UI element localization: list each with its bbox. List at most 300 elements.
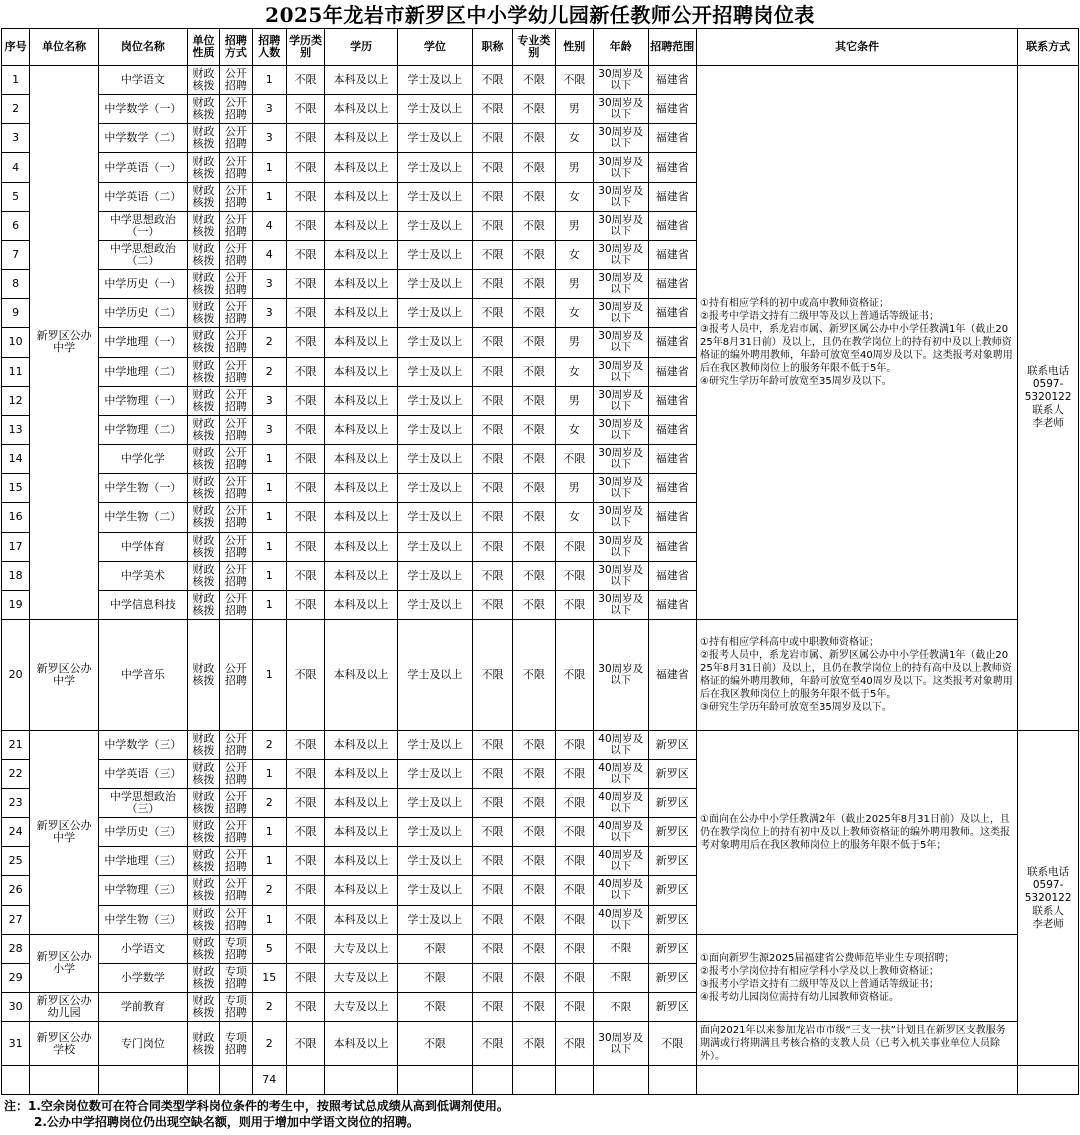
count-cell: 3 [252, 386, 286, 415]
method-cell: 公开招聘 [220, 532, 252, 561]
scope-cell: 福建省 [648, 240, 696, 269]
gender-cell: 不限 [555, 759, 593, 788]
empty-cell [1018, 1066, 1079, 1095]
age-cell: 30周岁及以下 [593, 124, 648, 153]
post-cell: 中学音乐 [98, 619, 187, 730]
education-cell: 本科及以上 [325, 445, 398, 474]
nature-cell: 财政核拨 [187, 934, 219, 963]
method-cell: 公开招聘 [220, 905, 252, 934]
major-cell: 不限 [513, 788, 555, 817]
degree-cell: 学士及以上 [398, 240, 473, 269]
conditions-cell [697, 66, 1018, 620]
count-cell: 1 [252, 153, 286, 182]
post-cell: 中学地理（一） [98, 328, 187, 357]
edu-type-cell: 不限 [286, 386, 324, 415]
title-cell: 不限 [472, 590, 512, 619]
age-cell: 40周岁及以下 [593, 905, 648, 934]
edu-type-cell: 不限 [286, 905, 324, 934]
recruitment-table [1, 28, 1079, 1095]
contact-line: 0597- [1032, 378, 1064, 391]
scope-cell: 福建省 [648, 357, 696, 386]
post-cell: 中学英语（一） [98, 153, 187, 182]
count-cell: 1 [252, 503, 286, 532]
post-cell: 中学生物（二） [98, 503, 187, 532]
title-cell: 不限 [472, 415, 512, 444]
nature-cell: 财政核拨 [187, 590, 219, 619]
nature-cell: 财政核拨 [187, 963, 219, 992]
post-cell: 中学地理（三） [98, 847, 187, 876]
header-row [2, 29, 1079, 66]
post-cell: 小学语文 [98, 934, 187, 963]
count-cell: 5 [252, 934, 286, 963]
header-cell: 岗位名称 [98, 29, 187, 66]
condition-line: ④报考幼儿园岗位需持有幼儿园教师资格证。 [700, 991, 899, 1003]
degree-cell: 学士及以上 [398, 153, 473, 182]
degree-cell: 不限 [398, 963, 473, 992]
edu-type-cell: 不限 [286, 153, 324, 182]
gender-cell: 不限 [555, 847, 593, 876]
contact-line: 李老师 [1032, 417, 1064, 430]
title-cell: 不限 [472, 993, 512, 1022]
edu-type-cell: 不限 [286, 182, 324, 211]
age-cell: 30周岁及以下 [593, 415, 648, 444]
education-cell: 本科及以上 [325, 270, 398, 299]
post-cell: 中学物理（三） [98, 876, 187, 905]
title-cell: 不限 [472, 619, 512, 730]
header-cell: 单位性质 [187, 29, 219, 66]
header-cell: 专业类别 [513, 29, 555, 66]
education-cell: 本科及以上 [325, 299, 398, 328]
scope-cell: 福建省 [648, 445, 696, 474]
gender-cell: 男 [555, 270, 593, 299]
age-cell: 30周岁及以下 [593, 66, 648, 95]
seq-cell: 13 [2, 415, 30, 444]
seq-cell: 18 [2, 561, 30, 590]
nature-cell: 财政核拨 [187, 847, 219, 876]
table-row [2, 730, 1079, 759]
header-cell: 年龄 [593, 29, 648, 66]
age-cell: 不限 [593, 963, 648, 992]
scope-cell: 福建省 [648, 415, 696, 444]
scope-cell: 福建省 [648, 328, 696, 357]
seq-cell: 4 [2, 153, 30, 182]
condition-line: 面向2021年以来参加龙岩市市级“三支一扶”计划且在新罗区支教服务期满或行将期满且考核合格的支教人员（已考入机关事业单位人员除外）。 [700, 1025, 1006, 1063]
major-cell: 不限 [513, 818, 555, 847]
scope-cell: 福建省 [648, 619, 696, 730]
edu-type-cell: 不限 [286, 847, 324, 876]
gender-cell: 女 [555, 182, 593, 211]
gender-cell: 不限 [555, 934, 593, 963]
header-cell: 学历 [325, 29, 398, 66]
age-cell: 30周岁及以下 [593, 503, 648, 532]
edu-type-cell: 不限 [286, 240, 324, 269]
header-cell: 学位 [398, 29, 473, 66]
contact-line: 5320122 [1024, 391, 1072, 404]
count-cell: 2 [252, 993, 286, 1022]
gender-cell: 男 [555, 328, 593, 357]
major-cell: 不限 [513, 270, 555, 299]
post-cell: 中学物理（二） [98, 415, 187, 444]
empty-cell [472, 1066, 512, 1095]
degree-cell: 学士及以上 [398, 124, 473, 153]
count-cell: 4 [252, 240, 286, 269]
scope-cell: 福建省 [648, 590, 696, 619]
count-cell: 1 [252, 474, 286, 503]
contact-cell [1018, 66, 1079, 731]
empty-cell [398, 1066, 473, 1095]
post-cell: 中学历史（一） [98, 270, 187, 299]
seq-cell: 8 [2, 270, 30, 299]
method-cell: 公开招聘 [220, 847, 252, 876]
age-cell: 不限 [593, 934, 648, 963]
method-cell: 公开招聘 [220, 299, 252, 328]
age-cell: 30周岁及以下 [593, 474, 648, 503]
title-cell: 不限 [472, 270, 512, 299]
post-cell: 中学数学（三） [98, 730, 187, 759]
edu-type-cell: 不限 [286, 619, 324, 730]
gender-cell: 不限 [555, 590, 593, 619]
scope-cell: 新罗区 [648, 847, 696, 876]
count-cell: 1 [252, 182, 286, 211]
nature-cell: 财政核拨 [187, 619, 219, 730]
condition-line: ②报考小学岗位持有相应学科小学及以上教师资格证； [700, 965, 939, 977]
method-cell: 公开招聘 [220, 328, 252, 357]
major-cell: 不限 [513, 211, 555, 240]
age-cell: 40周岁及以下 [593, 847, 648, 876]
age-cell: 30周岁及以下 [593, 386, 648, 415]
nature-cell: 财政核拨 [187, 270, 219, 299]
scope-cell: 新罗区 [648, 788, 696, 817]
conditions-cell [697, 730, 1018, 934]
count-cell: 2 [252, 328, 286, 357]
seq-cell: 24 [2, 818, 30, 847]
nature-cell: 财政核拨 [187, 415, 219, 444]
degree-cell: 学士及以上 [398, 95, 473, 124]
method-cell: 公开招聘 [220, 415, 252, 444]
education-cell: 本科及以上 [325, 561, 398, 590]
age-cell: 30周岁及以下 [593, 299, 648, 328]
major-cell: 不限 [513, 415, 555, 444]
scope-cell: 新罗区 [648, 934, 696, 963]
title-cell: 不限 [472, 963, 512, 992]
title-cell: 不限 [472, 474, 512, 503]
seq-cell: 7 [2, 240, 30, 269]
gender-cell: 不限 [555, 532, 593, 561]
education-cell: 本科及以上 [325, 153, 398, 182]
gender-cell: 不限 [555, 788, 593, 817]
count-cell: 1 [252, 818, 286, 847]
post-cell: 中学生物（一） [98, 474, 187, 503]
method-cell: 专项招聘 [220, 993, 252, 1022]
gender-cell: 男 [555, 211, 593, 240]
post-cell: 中学地理（二） [98, 357, 187, 386]
gender-cell: 不限 [555, 730, 593, 759]
education-cell: 本科及以上 [325, 730, 398, 759]
empty-cell [2, 1066, 30, 1095]
count-cell: 1 [252, 66, 286, 95]
major-cell: 不限 [513, 590, 555, 619]
title-cell: 不限 [472, 240, 512, 269]
age-cell: 30周岁及以下 [593, 1022, 648, 1066]
total-row [2, 1066, 1079, 1095]
education-cell: 本科及以上 [325, 532, 398, 561]
scope-cell: 福建省 [648, 66, 696, 95]
method-cell: 公开招聘 [220, 357, 252, 386]
gender-cell: 不限 [555, 905, 593, 934]
count-cell: 3 [252, 270, 286, 299]
major-cell: 不限 [513, 386, 555, 415]
edu-type-cell: 不限 [286, 211, 324, 240]
method-cell: 公开招聘 [220, 386, 252, 415]
scope-cell: 福建省 [648, 299, 696, 328]
page-title: 2025年龙岩市新罗区中小学幼儿园新任教师公开招聘岗位表 [265, 3, 815, 27]
post-cell: 中学思想政治（一） [98, 211, 187, 240]
age-cell: 40周岁及以下 [593, 876, 648, 905]
major-cell: 不限 [513, 619, 555, 730]
degree-cell: 学士及以上 [398, 876, 473, 905]
degree-cell: 学士及以上 [398, 847, 473, 876]
major-cell: 不限 [513, 66, 555, 95]
scope-cell: 新罗区 [648, 818, 696, 847]
scope-cell: 福建省 [648, 474, 696, 503]
title-cell: 不限 [472, 328, 512, 357]
title-cell: 不限 [472, 124, 512, 153]
major-cell: 不限 [513, 357, 555, 386]
count-cell: 15 [252, 963, 286, 992]
header-cell: 其它条件 [697, 29, 1018, 66]
gender-cell: 女 [555, 240, 593, 269]
table-row [2, 934, 1079, 963]
table-row [2, 66, 1079, 95]
post-cell: 中学物理（一） [98, 386, 187, 415]
gender-cell: 男 [555, 386, 593, 415]
degree-cell: 学士及以上 [398, 503, 473, 532]
degree-cell: 不限 [398, 934, 473, 963]
scope-cell: 福建省 [648, 95, 696, 124]
major-cell: 不限 [513, 934, 555, 963]
age-cell: 30周岁及以下 [593, 561, 648, 590]
scope-cell: 新罗区 [648, 905, 696, 934]
title-cell: 不限 [472, 905, 512, 934]
empty-cell [648, 1066, 696, 1095]
nature-cell: 财政核拨 [187, 905, 219, 934]
edu-type-cell: 不限 [286, 730, 324, 759]
empty-cell [187, 1066, 219, 1095]
age-cell: 30周岁及以下 [593, 153, 648, 182]
unit-cell: 新罗区公办小学 [30, 934, 99, 992]
age-cell: 40周岁及以下 [593, 818, 648, 847]
empty-cell [30, 1066, 99, 1095]
condition-line: ④研究生学历年龄可放宽至35周岁及以下。 [700, 375, 892, 387]
degree-cell: 不限 [398, 1022, 473, 1066]
education-cell: 本科及以上 [325, 124, 398, 153]
method-cell: 公开招聘 [220, 818, 252, 847]
header-cell: 性别 [555, 29, 593, 66]
method-cell: 公开招聘 [220, 124, 252, 153]
nature-cell: 财政核拨 [187, 532, 219, 561]
post-cell: 中学英语（三） [98, 759, 187, 788]
count-cell: 2 [252, 876, 286, 905]
title-cell: 不限 [472, 503, 512, 532]
post-cell: 中学体育 [98, 532, 187, 561]
scope-cell: 不限 [648, 1022, 696, 1066]
count-cell: 3 [252, 124, 286, 153]
degree-cell: 学士及以上 [398, 182, 473, 211]
education-cell: 本科及以上 [325, 818, 398, 847]
title-cell: 不限 [472, 95, 512, 124]
total-count-cell: 74 [252, 1066, 286, 1095]
contact-line: 李老师 [1032, 917, 1064, 930]
seq-cell: 21 [2, 730, 30, 759]
method-cell: 公开招聘 [220, 503, 252, 532]
header-cell: 单位名称 [30, 29, 99, 66]
gender-cell: 不限 [555, 561, 593, 590]
count-cell: 2 [252, 1022, 286, 1066]
seq-cell: 30 [2, 993, 30, 1022]
nature-cell: 财政核拨 [187, 95, 219, 124]
count-cell: 3 [252, 95, 286, 124]
edu-type-cell: 不限 [286, 963, 324, 992]
edu-type-cell: 不限 [286, 445, 324, 474]
scope-cell: 福建省 [648, 211, 696, 240]
condition-line: ②报考中学语文持有二级甲等及以上普通话等级证书； [700, 310, 939, 322]
method-cell: 专项招聘 [220, 934, 252, 963]
seq-cell: 28 [2, 934, 30, 963]
title-cell: 不限 [472, 1022, 512, 1066]
condition-line: ③报考人员中，系龙岩市属、新罗区属公办中小学任教满1年（截止2025年8月31日前）及以上，且仍在教学岗位上的持有初中及以上教师资格证的编外聘用教师，年龄可放宽至40周岁及以下。这类报考对象聘用后在我区教师岗位上的服务年限不低于5年。 [700, 323, 1013, 374]
age-cell: 30周岁及以下 [593, 240, 648, 269]
degree-cell: 学士及以上 [398, 905, 473, 934]
major-cell: 不限 [513, 730, 555, 759]
seq-cell: 27 [2, 905, 30, 934]
gender-cell: 不限 [555, 818, 593, 847]
seq-cell: 17 [2, 532, 30, 561]
title-cell: 不限 [472, 299, 512, 328]
count-cell: 1 [252, 445, 286, 474]
edu-type-cell: 不限 [286, 993, 324, 1022]
education-cell: 本科及以上 [325, 590, 398, 619]
post-cell: 中学语文 [98, 66, 187, 95]
method-cell: 公开招聘 [220, 730, 252, 759]
post-cell: 中学化学 [98, 445, 187, 474]
education-cell: 本科及以上 [325, 95, 398, 124]
table-body [2, 66, 1079, 1095]
post-cell: 中学生物（三） [98, 905, 187, 934]
nature-cell: 财政核拨 [187, 153, 219, 182]
major-cell: 不限 [513, 445, 555, 474]
education-cell: 本科及以上 [325, 1022, 398, 1066]
education-cell: 本科及以上 [325, 357, 398, 386]
education-cell: 本科及以上 [325, 503, 398, 532]
method-cell: 公开招聘 [220, 445, 252, 474]
edu-type-cell: 不限 [286, 532, 324, 561]
footnotes [4, 1098, 1076, 1130]
degree-cell: 学士及以上 [398, 415, 473, 444]
gender-cell: 男 [555, 474, 593, 503]
education-cell: 大专及以上 [325, 993, 398, 1022]
degree-cell: 学士及以上 [398, 759, 473, 788]
age-cell: 30周岁及以下 [593, 328, 648, 357]
count-cell: 1 [252, 619, 286, 730]
condition-line: ①持有相应学科高中或中职教师资格证； [700, 636, 879, 648]
major-cell: 不限 [513, 240, 555, 269]
age-cell: 30周岁及以下 [593, 357, 648, 386]
post-cell: 中学美术 [98, 561, 187, 590]
age-cell: 30周岁及以下 [593, 590, 648, 619]
title-cell: 不限 [472, 818, 512, 847]
degree-cell: 学士及以上 [398, 474, 473, 503]
seq-cell: 10 [2, 328, 30, 357]
method-cell: 公开招聘 [220, 270, 252, 299]
edu-type-cell: 不限 [286, 66, 324, 95]
method-cell: 公开招聘 [220, 153, 252, 182]
empty-cell [555, 1066, 593, 1095]
gender-cell: 不限 [555, 993, 593, 1022]
education-cell: 本科及以上 [325, 759, 398, 788]
nature-cell: 财政核拨 [187, 1022, 219, 1066]
condition-line: ③研究生学历年龄可放宽至35周岁及以下。 [700, 701, 892, 713]
post-cell: 专门岗位 [98, 1022, 187, 1066]
edu-type-cell: 不限 [286, 474, 324, 503]
title-cell: 不限 [472, 357, 512, 386]
education-cell: 本科及以上 [325, 847, 398, 876]
method-cell: 公开招聘 [220, 788, 252, 817]
empty-cell [513, 1066, 555, 1095]
nature-cell: 财政核拨 [187, 328, 219, 357]
major-cell: 不限 [513, 328, 555, 357]
scope-cell: 新罗区 [648, 730, 696, 759]
unit-cell: 新罗区公办中学 [30, 730, 99, 934]
seq-cell: 16 [2, 503, 30, 532]
title-cell: 不限 [472, 182, 512, 211]
title-cell: 不限 [472, 153, 512, 182]
age-cell: 30周岁及以下 [593, 445, 648, 474]
edu-type-cell: 不限 [286, 1022, 324, 1066]
degree-cell: 学士及以上 [398, 66, 473, 95]
degree-cell: 学士及以上 [398, 445, 473, 474]
degree-cell: 学士及以上 [398, 561, 473, 590]
education-cell: 本科及以上 [325, 240, 398, 269]
count-cell: 2 [252, 357, 286, 386]
header-cell: 学历类别 [286, 29, 324, 66]
major-cell: 不限 [513, 153, 555, 182]
nature-cell: 财政核拨 [187, 66, 219, 95]
count-cell: 1 [252, 759, 286, 788]
education-cell: 大专及以上 [325, 963, 398, 992]
unit-cell: 新罗区公办学校 [30, 1022, 99, 1066]
note-line: 注：1.空余岗位数可在符合同类型学科岗位条件的考生中，按照考试总成绩从高到低调剂使用。 [4, 1099, 509, 1113]
count-cell: 1 [252, 905, 286, 934]
gender-cell: 女 [555, 415, 593, 444]
header-cell: 招聘人数 [252, 29, 286, 66]
nature-cell: 财政核拨 [187, 759, 219, 788]
scope-cell: 福建省 [648, 503, 696, 532]
seq-cell: 2 [2, 95, 30, 124]
seq-cell: 31 [2, 1022, 30, 1066]
age-cell: 40周岁及以下 [593, 759, 648, 788]
post-cell: 中学数学（一） [98, 95, 187, 124]
nature-cell: 财政核拨 [187, 386, 219, 415]
seq-cell: 25 [2, 847, 30, 876]
major-cell: 不限 [513, 993, 555, 1022]
nature-cell: 财政核拨 [187, 818, 219, 847]
header-cell: 职称 [472, 29, 512, 66]
condition-line: ①面向新罗生源2025届福建省公费师范毕业生专项招聘； [700, 952, 955, 964]
gender-cell: 女 [555, 299, 593, 328]
title-cell: 不限 [472, 386, 512, 415]
nature-cell: 财政核拨 [187, 503, 219, 532]
gender-cell: 不限 [555, 876, 593, 905]
